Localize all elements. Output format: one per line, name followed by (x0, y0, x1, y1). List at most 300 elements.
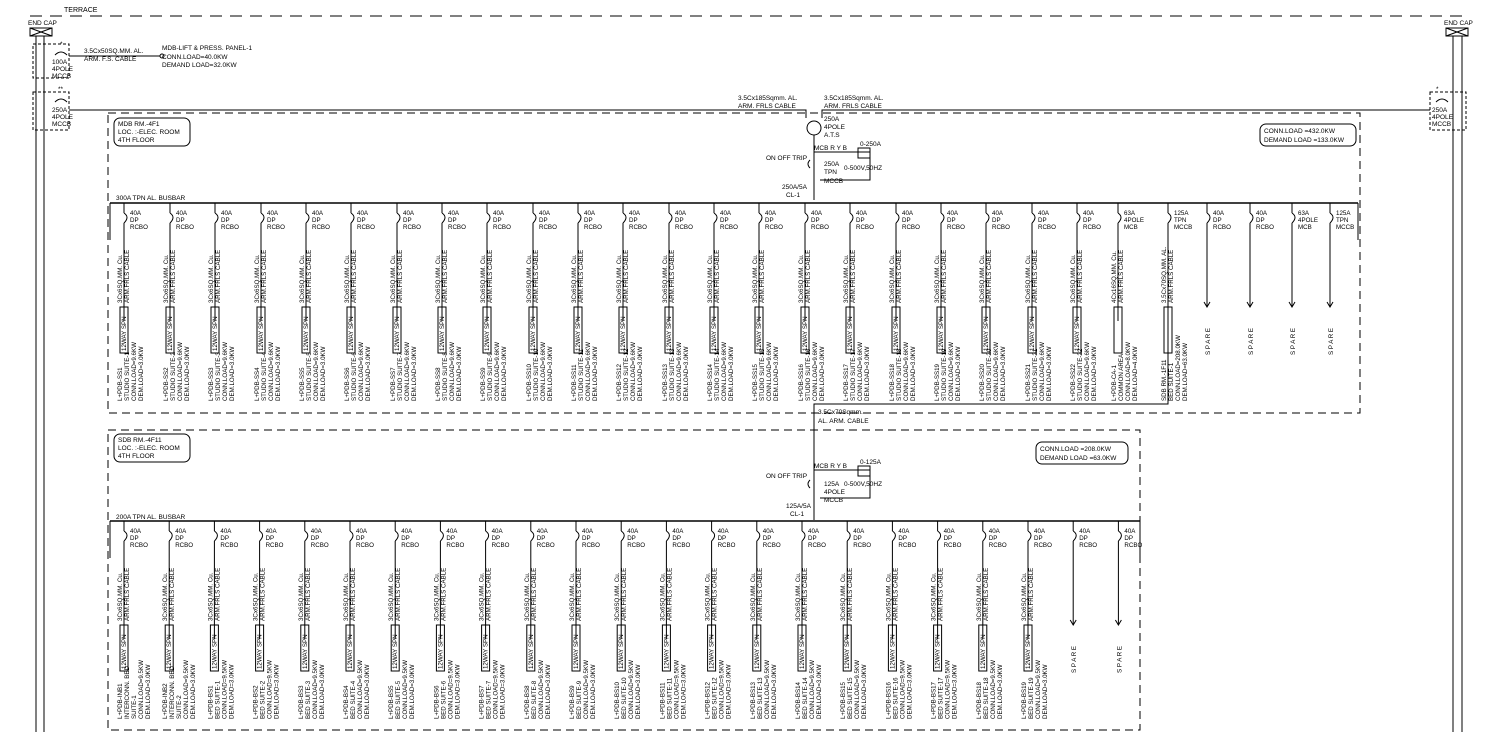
sdb-main-poles: 4POLE (824, 489, 845, 496)
board-name: BED SUITE-17 (937, 677, 945, 719)
board-id: L+PDB-BS12 (704, 682, 712, 719)
board-ways: 12WAY SPN (979, 634, 987, 669)
board-name: STUDIO SUITE-8 (442, 352, 449, 401)
board-name: STUDIO SUITE-20 (986, 348, 993, 401)
board-extra: DEM.LOAD=3.0KW (190, 664, 198, 719)
board-ways: 12WAY SPN (347, 634, 354, 669)
breaker-poles: DP (584, 217, 593, 224)
board-id: L+PDB-BS1 (207, 685, 215, 719)
board-id: L+PDB-SS2 (163, 367, 170, 401)
cable-type: ARM.FRLS CABLE (124, 249, 131, 303)
board-conn-load: CONN.LOAD=9.6KW (766, 342, 773, 401)
cable-size: 3.5Cx70SQ.MM. AL. (1161, 246, 1168, 303)
ats-poles: 4POLE (824, 124, 845, 131)
board-conn-load: CONN.LOAD=9.6KW (404, 342, 411, 401)
board-dem-load: DEM.LOAD=3.0KW (1091, 346, 1098, 401)
breaker-poles: DP (401, 535, 410, 542)
board-name: BED SUITE-18 (982, 677, 990, 719)
board-id: L+PDB-CA-1 (1111, 365, 1118, 401)
board-conn-load: CONN.LOAD=9.6KW (585, 342, 592, 401)
board-conn-load: CONN.LOAD=9.5KW (854, 660, 862, 719)
breaker-symbol (215, 213, 218, 225)
cable-type: ARM.FRLS CABLE (850, 249, 857, 303)
ats-symbol (807, 121, 821, 135)
lift-cable-line2: ARM. F.S. CABLE (84, 56, 137, 63)
board-id: L+PDB-BS2 (252, 685, 260, 719)
cable-type: ARM.FRLS CABLE (170, 249, 177, 303)
cable-type: ARM.FRLS CABLE (756, 567, 764, 621)
breaker-poles: DP (267, 217, 276, 224)
breaker-poles: DP (220, 535, 230, 542)
board-conn-load: CONN.LOAD=9.5KW (989, 660, 997, 719)
breaker-symbol (397, 213, 400, 225)
board-ways: 12WAY SPN (799, 634, 806, 669)
cable-type: ARM.FRLS CABLE (1118, 249, 1125, 303)
breaker-rating: 40A (220, 528, 232, 535)
breaker-type: RCBO (675, 224, 693, 231)
board-conn-load: CONN.LOAD=9.6KW (313, 342, 320, 401)
breaker-rating: 40A (1213, 210, 1225, 217)
board-ways: 12WAY SPN (256, 634, 264, 669)
board-id: L+PDB-SS7 (390, 367, 397, 401)
spare-label: S P A R E (1290, 327, 1297, 355)
breaker-type: MCB (1124, 224, 1138, 231)
board-ways: 12WAY SPN (934, 634, 942, 669)
breaker-type: RCBO (401, 542, 420, 549)
sdb-load-line2: DEMAND LOAD =63.0KW (1040, 455, 1117, 462)
board-conn-load: CONN.LOAD=9.6KW (630, 342, 637, 401)
breaker-rating: 40A (1038, 210, 1050, 217)
cable-type: ARM.FRLS CABLE (666, 567, 674, 621)
board-name: STUDIO SUITE-3 (215, 352, 222, 401)
breaker-rating: 40A (401, 528, 413, 535)
breaker-poles: DP (1213, 217, 1222, 224)
breaker-symbol (440, 531, 443, 543)
breaker-poles: DP (808, 535, 817, 542)
breaker-type: RCBO (1124, 542, 1143, 549)
cable-type: ARM.FRLS CABLE (711, 567, 719, 621)
breaker-type: RCBO (357, 224, 375, 231)
board-name: STUDIO SUITE-4 (261, 352, 268, 401)
breaker-poles: DP (446, 535, 456, 542)
breaker-poles: TPN (1336, 217, 1349, 224)
board-dem-load: DEM.LOAD=3.0KW (1000, 346, 1007, 401)
breaker-type: RCBO (221, 224, 239, 231)
board-name: STUDIO SUITE-7 (397, 352, 404, 401)
board-name: BED SUITE-6 (440, 680, 448, 719)
board-conn-load: CONN.LOAD=9.6KW (449, 342, 456, 401)
board-id: L+PDB-INB2 (162, 683, 170, 719)
board-ways: 12WAY SPN (482, 634, 490, 669)
incoming-cable-a-line2: ARM. FRLS CABLE (738, 103, 796, 110)
breaker-rating: 40A (627, 528, 639, 535)
breaker-rating: 40A (629, 210, 641, 217)
breaker-symbol (712, 531, 715, 543)
cable-type: ARM.FRLS CABLE (937, 567, 945, 621)
cable-size: 3Cx6SQ.MM. Cu. (299, 254, 306, 303)
breaker-type: RCBO (448, 224, 466, 231)
cable-size: 3Cx6SQ.MM. Cu. (480, 254, 487, 303)
breaker-rating: 40A (853, 528, 865, 535)
breaker-poles: DP (992, 217, 1001, 224)
breaker-poles: DP (1124, 535, 1134, 542)
breaker-type: RCBO (943, 542, 962, 549)
cable-size: 3Cx6SQ.MM. Cu. (343, 572, 350, 621)
mccb1-type: MCCB (52, 73, 72, 80)
board-conn-load: CONN.LOAD=9.6KW (721, 342, 728, 401)
cable-type: ARM.FRLS CABLE (759, 249, 766, 303)
mdb-cl: CL-1 (786, 192, 801, 199)
breaker-type: RCBO (947, 224, 965, 231)
cable-type: ARM.FRLS CABLE (1028, 567, 1035, 621)
cable-size: 3Cx6SQ.MM. Cu. (571, 254, 578, 303)
mdb-load-line2: DEMAND LOAD =133.0KW (1264, 137, 1345, 144)
board-ways: 12WAY SPN (1029, 316, 1036, 351)
cable-size: 3Cx6SQ.MM. Cu. (163, 254, 170, 303)
breaker-type: RCBO (130, 224, 148, 231)
board-id: L+PDB-BS15 (840, 682, 848, 719)
ammeter-symbol (858, 148, 870, 158)
board-id: L+PDB-BS3 (297, 685, 305, 719)
cable-size: 3Cx6SQ.MM. Cu. (1021, 572, 1028, 621)
board-name: BED SUITE-13 (756, 677, 764, 719)
board-ways: 12WAY SPN (847, 316, 854, 351)
breaker-symbol (802, 531, 805, 543)
mccb1-poles: 4POLE (52, 66, 73, 73)
terrace-label: TERRACE (64, 7, 98, 14)
board-name: BED SUITE-1 (1168, 362, 1175, 401)
board-conn-load: CONN.LOAD=9.5KW (583, 660, 590, 719)
board-id: L+PDB-SS15 (752, 364, 759, 401)
breaker-type: MCCB (1174, 224, 1193, 231)
breaker-rating: 40A (765, 210, 777, 217)
cable-type: ARM.FRLS CABLE (982, 567, 990, 621)
board-dem-load: DEM.LOAD=3.0KW (547, 346, 554, 401)
board-dem-load: DEM.LOAD=3.0KW (411, 346, 418, 401)
cable-type: ARM.FRLS CABLE (578, 249, 585, 303)
cable-type: ARM.FRLS CABLE (1168, 249, 1175, 303)
board-dem-load: DEM.LOAD=3.0KW (544, 664, 552, 719)
board-name: BED SUITE-12 (711, 677, 719, 719)
cable-size: 3Cx6SQ.MM. Cu. (117, 254, 124, 303)
cable-type: ARM.FRLS CABLE (1032, 249, 1039, 303)
breaker-symbol (892, 531, 895, 543)
breaker-symbol (578, 213, 581, 225)
cable-size: 3Cx6SQ.MM. Cu. (975, 572, 983, 621)
mdb-main-type: MCCB (824, 178, 844, 185)
board-ways: 12WAY SPN (348, 316, 355, 351)
breaker-rating: 40A (1256, 210, 1268, 217)
board-conn-load: CONN.LOAD=9.5KW (311, 660, 319, 719)
board-dem-load: DEM.LOAD=3.0KW (635, 664, 643, 719)
board-conn-load: CONN.LOAD=9.6KW (676, 342, 683, 401)
board-name: STUDIO SUITE-11 (578, 349, 585, 401)
board-id: L+PDB-SS12 (616, 364, 623, 401)
cable-type: ARM.FRLS CABLE (847, 567, 855, 621)
mdb-voltmeter: 0-500V,50HZ (844, 165, 883, 172)
board-name: BED SUITE-7 (485, 680, 493, 719)
breaker-type: RCBO (265, 542, 284, 549)
mdb-name-line3: 4TH FLOOR (118, 137, 155, 144)
board-ways: 12WAY SPN (753, 634, 761, 669)
board-dem-load: DEM.LOAD=3.0KW (910, 346, 917, 401)
board-dem-load: DEM.LOAD=3.0KW (364, 664, 371, 719)
sdb-voltmeter: 0-500V,50HZ (844, 481, 883, 488)
board-dem-load: DEM.LOAD=3.0KW (454, 664, 462, 719)
board-id: L+PDB-BS11 (659, 682, 667, 719)
board-ways: 12WAY SPN (666, 316, 673, 351)
right-mccb-mark: * (1436, 86, 1439, 93)
breaker-poles: DP (943, 535, 953, 542)
board-ways: 12WAY SPN (708, 634, 716, 669)
breaker-rating: 40A (357, 210, 369, 217)
breaker-symbol (759, 213, 762, 225)
board-ways: 12WAY SPN (711, 316, 718, 351)
board-name: STUDIO SUITE-19 (941, 348, 948, 401)
board-ways: 12WAY SPN (983, 316, 990, 351)
board-dem-load: CONN.LOAD=9.5KW (183, 660, 191, 719)
cable-size: 3Cx6SQ.MM. Cu. (254, 254, 261, 303)
board-ways: 12WAY SPN (1074, 316, 1081, 351)
cable-type: ARM.FRLS CABLE (802, 567, 809, 621)
board-name: BED SUITE-10 (621, 677, 629, 719)
breaker-rating: 40A (988, 528, 1000, 535)
breaker-symbol (1168, 213, 1171, 225)
breaker-poles: DP (947, 217, 956, 224)
board-ways: 12WAY SPN (756, 316, 763, 351)
board-dem-load: DEM.LOAD=3.0KW (318, 664, 326, 719)
breaker-rating: 63A (1124, 210, 1136, 217)
breaker-rating: 40A (1034, 528, 1046, 535)
breaker-rating: 40A (811, 210, 823, 217)
breaker-rating: 40A (720, 210, 732, 217)
breaker-type: RCBO (584, 224, 602, 231)
board-conn-load: CONN.LOAD=9.5KW (673, 660, 681, 719)
cable-type: ARM.FRLS CABLE (440, 567, 448, 621)
cable-type: ARM.FRLS CABLE (669, 249, 676, 303)
board-dem-load: DEM.LOAD=3.0KW (951, 664, 959, 719)
breaker-poles: DP (720, 217, 729, 224)
lift-panel-line1: MDB-LIFT & PRESS. PANEL-1 (162, 45, 253, 52)
board-name: STUDIO SUITE-12 (623, 348, 630, 401)
breaker-poles: 4POLE (1298, 217, 1318, 224)
breaker-symbol (714, 213, 717, 225)
board-dem-load: DEM.LOAD=3.0KW (592, 346, 599, 401)
mdb-load-line1: CONN.LOAD =432.0KW (1264, 128, 1335, 135)
board-ways: 12WAY SPN (844, 634, 852, 669)
board-name: STUDIO SUITE-10 (533, 348, 540, 401)
board-name: STUDIO SUITE-17 (850, 348, 857, 401)
cable-type: ARM.FRLS CABLE (941, 249, 948, 303)
breaker-rating: 40A (493, 210, 505, 217)
breaker-symbol (621, 531, 624, 543)
cable-type: ARM.FRLS CABLE (896, 249, 903, 303)
board-ways: 12WAY SPN (802, 316, 809, 351)
board-conn-load: CONN.LOAD=9.6KW (857, 342, 864, 401)
cable-size: 3Cx6SQ.MM. Cu. (798, 254, 805, 303)
breaker-poles: DP (627, 535, 636, 542)
mdb-indicators: ON OFF TRIP (766, 155, 808, 162)
board-conn-load: CONN.LOAD=9.5KW (492, 660, 500, 719)
cable-size: 3Cx6SQ.MM. Cu. (117, 572, 124, 621)
spare-label: S P A R E (1071, 645, 1079, 673)
breaker-poles: DP (403, 217, 412, 224)
cable-size: 3Cx6SQ.MM. Cu. (707, 254, 714, 303)
breaker-poles: 4POLE (1124, 217, 1144, 224)
cable-size: 4Cx16SQ.MM. Cu. (1111, 251, 1118, 303)
right-mccb-type: MCCB (1432, 121, 1452, 128)
breaker-symbol (487, 213, 490, 225)
board-name: BED SUITE-4 (350, 680, 357, 719)
breaker-rating: 125A (1336, 210, 1351, 217)
breaker-poles: DP (853, 535, 862, 542)
cable-size: 3Cx6SQ.MM. Cu. (297, 572, 305, 621)
breaker-type: RCBO (720, 224, 738, 231)
mdb-ct: 250A/5A (782, 184, 807, 191)
cable-type: ARM.FRLS CABLE (215, 249, 222, 303)
board-id: L+PDB-BS7 (478, 685, 486, 719)
breaker-type: RCBO (902, 224, 920, 231)
board-id: L+PDB-SS6 (344, 367, 351, 401)
breaker-type: RCBO (1213, 224, 1231, 231)
board-dem-load: DEM.LOAD=4.0KW (1132, 346, 1139, 401)
sdb-busbar-label: 200A TPN AL. BUSBAR (116, 514, 186, 521)
cable-size: 3Cx6SQ.MM. Cu. (889, 254, 896, 303)
board-id: L+PDB-SS3 (208, 367, 215, 401)
board-ways: 12WAY SPN (301, 634, 309, 669)
incoming-cable-left (69, 110, 806, 118)
mccb1-rating: 100A (52, 59, 68, 66)
cable-size: 3Cx6SQ.MM. Cu. (795, 572, 802, 621)
spare-label: S P A R E (1205, 327, 1212, 355)
board-id: L+PDB-SS11 (571, 364, 578, 401)
board-dem-load: DEM.LOAD=3.0KW (725, 664, 733, 719)
breaker-type: RCBO (992, 224, 1010, 231)
board-dem-load: DEM.LOAD=3.0KW (229, 346, 236, 401)
breaker-poles: DP (130, 535, 139, 542)
breaker-symbol (1118, 531, 1121, 543)
breaker-poles: DP (448, 217, 457, 224)
board-conn-load: CONN.LOAD=9.5KW (221, 660, 229, 719)
cable-size: 3Cx6SQ.MM. Cu. (885, 572, 893, 621)
breaker-type: RCBO (267, 224, 285, 231)
sdb-name-line3: 4TH FLOOR (118, 453, 155, 460)
cable-type: ARM.FRLS CABLE (576, 567, 583, 621)
breaker-type: RCBO (988, 542, 1007, 549)
breaker-rating: 40A (947, 210, 959, 217)
board-dem-load: DEM.LOAD=3.0KW (728, 346, 735, 401)
breaker-type: RCBO (1034, 542, 1052, 549)
board-dem-load: DEM.LOAD=3.0KW (819, 346, 826, 401)
breaker-rating: 40A (898, 528, 910, 535)
breaker-type: RCBO (539, 224, 557, 231)
board-id: L+PDB-BS13 (749, 682, 757, 719)
board-name: BED SUITE-19 (1028, 677, 1035, 719)
cable-size: 3Cx6SQ.MM. Cu. (1070, 254, 1077, 303)
breaker-poles: DP (811, 217, 820, 224)
cable-type: ARM.FRLS CABLE (892, 567, 900, 621)
cable-size: 3Cx6SQ.MM. Cu. (934, 254, 941, 303)
breaker-rating: 40A (539, 210, 551, 217)
board-name: BED SUITE-5 (395, 680, 403, 719)
board-ways: 12WAY SPN (575, 316, 582, 351)
breaker-rating: 40A (312, 210, 324, 217)
breaker-symbol (124, 213, 127, 225)
incoming-cable-b-line2: ARM. FRLS CABLE (824, 103, 882, 110)
mccb2-type: MCCB (52, 121, 72, 128)
board-conn-load: CONN.LOAD=9.6KW (903, 342, 910, 401)
breaker-poles: DP (176, 217, 185, 224)
board-id: L+PDB-BS17 (930, 682, 938, 719)
board-conn-load: SUITE-1 (131, 695, 138, 719)
board-dem-load: DEM.LOAD=3.0KW (138, 346, 145, 401)
board-id: SDB RM.-1F11 (1161, 359, 1168, 401)
cable-size: 3Cx6SQ.MM. Cu. (344, 254, 351, 303)
breaker-type: RCBO (717, 542, 736, 549)
cable-type: ARM.FRLS CABLE (306, 249, 313, 303)
board-conn-load: CONN.LOAD=9.6KW (1039, 342, 1046, 401)
breaker-type: RCBO (811, 224, 829, 231)
breaker-rating: 40A (1124, 528, 1136, 535)
sdb-ct: 125A/5A (786, 503, 811, 510)
breaker-rating: 40A (856, 210, 868, 217)
board-id: L+PDB-SS22 (1070, 364, 1077, 401)
board-name: BED SUITE-8 (530, 680, 538, 719)
breaker-symbol (260, 531, 263, 543)
board-id: L+PDB-BS10 (614, 682, 622, 719)
board-id: L+PDB-SS10 (526, 364, 533, 401)
end-cap-left-label: END CAP (28, 20, 57, 27)
board-id: L+PDB-BS6 (433, 685, 441, 719)
cable-size: 3Cx6SQ.MM. Cu. (523, 572, 531, 621)
board-id: L+PDB-SS18 (889, 364, 896, 401)
board-name: STUDIO SUITE-18 (896, 348, 903, 401)
board-ways: 12WAY SPN (527, 634, 535, 669)
board-dem-load: DEM.LOAD=3.0KW (996, 664, 1004, 719)
board-name: BED SUITE-14 (802, 677, 809, 719)
cable-size: 3Cx6SQ.MM. Cu. (478, 572, 486, 621)
sdb-load-line1: CONN.LOAD =208.0KW (1040, 446, 1111, 453)
board-name: STUDIO SUITE-22 (1077, 348, 1084, 401)
board-ways: 12WAY SPN (303, 316, 310, 351)
cable-size: 3Cx6SQ.MM. Cu. (616, 254, 623, 303)
breaker-symbol (1292, 213, 1295, 225)
breaker-poles: DP (491, 535, 501, 542)
lift-panel-line2: CONN.LOAD=40.0KW (162, 54, 228, 61)
breaker-type: RCBO (176, 224, 194, 231)
board-name: BED SUITE-11 (666, 677, 674, 719)
breaker-poles: DP (265, 535, 275, 542)
board-ways: 12WAY SPN (258, 316, 265, 351)
board-name: INTERCONN. BED (124, 666, 131, 719)
breaker-poles: DP (1038, 217, 1047, 224)
cable-size: 3Cx6SQ.MM. Cu. (162, 572, 170, 621)
breaker-type: RCBO (220, 542, 239, 549)
board-dem-load: DEM.LOAD=3.0KW (816, 664, 823, 719)
sdb-indicators: ON OFF TRIP (766, 473, 808, 480)
ats-type: A.T.S (824, 132, 840, 139)
cable-type: ARM.FRLS CABLE (986, 249, 993, 303)
breaker-poles: DP (536, 535, 546, 542)
board-ways: 12WAY SPN (121, 316, 128, 351)
breaker-symbol (669, 213, 672, 225)
board-ways: 12WAY SPN (439, 316, 446, 351)
board-conn-load: CONN.LOAD=9.5KW (809, 660, 816, 719)
breaker-type: RCBO (130, 542, 148, 549)
cable-type: ARM.FRLS CABLE (487, 249, 494, 303)
cable-type: ARM.FRLS CABLE (397, 249, 404, 303)
board-conn-load: CONN.LOAD=9.6KW (494, 342, 501, 401)
